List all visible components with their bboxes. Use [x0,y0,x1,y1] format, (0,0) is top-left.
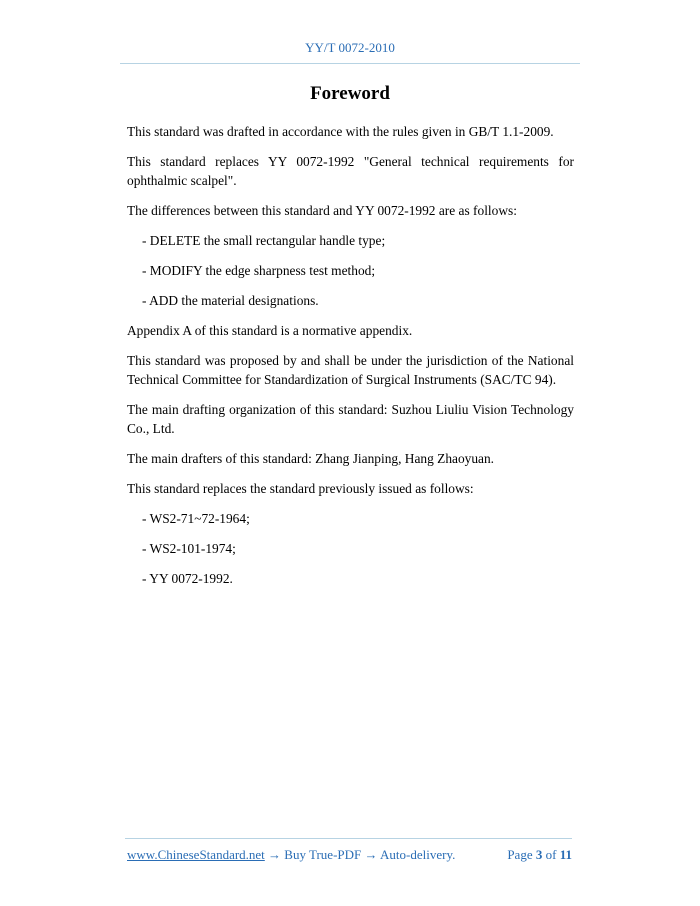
difference-item: - ADD the material designations. [142,293,319,308]
buy-true-pdf-link[interactable]: Buy True-PDF [284,847,362,862]
page-title: Foreword [310,83,390,104]
document-body [127,122,574,588]
previous-standard-item: - WS2-71~72-1964; [142,511,250,526]
page-total: 11 [559,847,572,862]
difference-item: - MODIFY the edge sharpness test method; [142,263,376,278]
arrow-right-icon: → [268,847,282,862]
page-current: 3 [535,847,543,862]
footer-promo [127,847,455,863]
previous-standard-item: - YY 0072-1992. [142,571,233,586]
header-divider [120,63,580,64]
paragraph-drafters: The main drafters of this standard: Zhang Jianping, Hang Zhaoyuan. [127,451,495,466]
page-number [507,847,572,863]
auto-delivery-text: Auto-delivery. [380,847,456,862]
arrow-right-icon: → [364,847,378,862]
paragraph-drafting-rules: This standard was drafted in accordance with the rules given in GB/T 1.1-2009. [127,124,554,139]
paragraph-jurisdiction: This standard was proposed by and shall be under the jurisdiction of the National Technical Committee for Standardization of Surgical Instruments (SAC/TC 94). [127,353,574,387]
page-label: Page [507,847,533,862]
paragraph-replaces: This standard replaces YY 0072-1992 "General technical requirements for ophthalmic scalpel". [127,154,574,188]
paragraph-previous-intro: This standard replaces the standard previously issued as follows: [127,481,474,496]
paragraph-differences-intro: The differences between this standard and YY 0072-1992 are as follows: [127,203,517,218]
page-of-label: of [545,847,557,862]
paragraph-drafting-organization: The main drafting organization of this standard: Suzhou Liuliu Vision Technology Co., Ltd. [127,402,574,436]
document-code-header: YY/T 0072-2010 [305,40,395,55]
website-link[interactable]: www.ChineseStandard.net [127,847,265,862]
paragraph-appendix: Appendix A of this standard is a normative appendix. [127,323,413,338]
previous-standard-item: - WS2-101-1974; [142,541,236,556]
footer-divider [125,838,572,839]
difference-item: - DELETE the small rectangular handle type; [142,233,386,248]
